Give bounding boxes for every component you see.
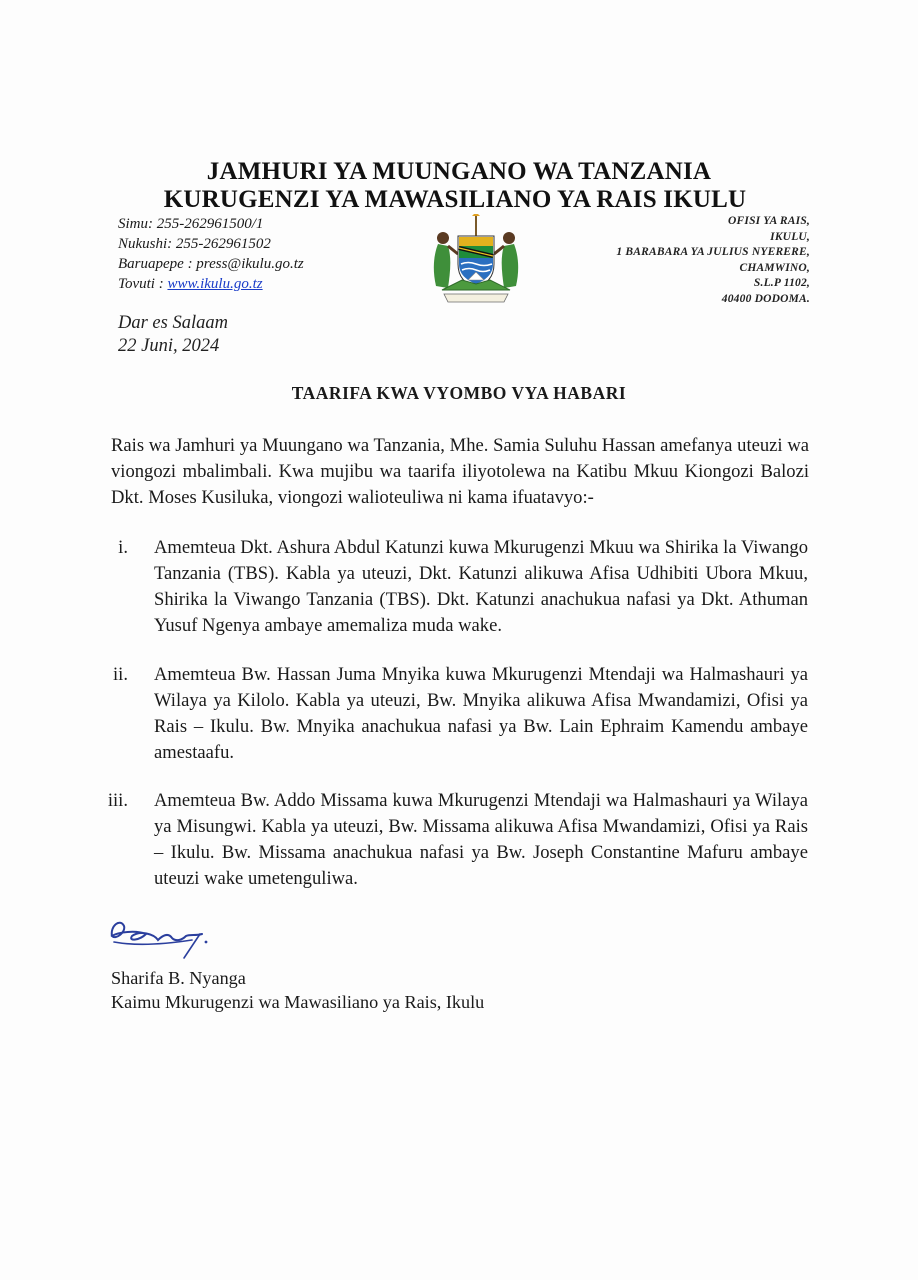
address-line: 1 BARABARA YA JULIUS NYERERE, <box>616 246 810 258</box>
signer-name: Sharifa B. Nyanga <box>111 968 246 988</box>
address-line: IKULU, <box>770 230 810 243</box>
address-line: CHAMWINO, <box>739 261 810 274</box>
office-address <box>616 214 810 307</box>
item-text: Amemteua Bw. Hassan Juma Mnyika kuwa Mkurugenzi Mtendaji wa Halmashauri ya Wilaya ya Kilolo. Kabla ya uteuzi, Bw. Mnyika alikuwa Afisa Mwandamizi, Ofisi ya Rais – Ikulu. Bw. Mnyika anachukua nafasi ya Bw. Lain Ephraim Kamendu ambaye amestaafu. <box>154 664 808 763</box>
contact-block <box>118 214 304 294</box>
country-title: JAMHURI YA MUUNGANO WA TANZANIA <box>206 158 712 185</box>
coat-of-arms-of-tanzania-icon <box>428 214 524 306</box>
signer-title: Kaimu Mkurugenzi wa Mawasiliano ya Rais, Ikulu <box>111 992 485 1012</box>
address-line: OFISI YA RAIS, <box>728 215 810 227</box>
dateline <box>118 312 228 358</box>
document-heading: TAARIFA KWA VYOMBO VYA HABARI <box>291 383 627 403</box>
item-number: ii. <box>113 664 128 685</box>
website-line <box>118 274 304 294</box>
item-text: Amemteua Bw. Addo Missama kuwa Mkurugenzi Mtendaji wa Halmashauri ya Wilaya ya Misungwi. Kabla ya uteuzi, Bw. Missama alikuwa Afisa Mwandamizi, Ofisi ya Rais – Ikulu. Bw. Missama anachukua nafasi ya Bw. Joseph Constantine Mafuru ambaye uteuzi wake umetenguliwa. <box>154 790 808 889</box>
email-line: Baruapepe : press@ikulu.go.tz <box>118 256 304 272</box>
item-number: i. <box>118 537 128 558</box>
phone-line: Simu: 255-262961500/1 <box>118 216 264 232</box>
address-line: S.L.P 1102, <box>753 277 810 289</box>
place-text: Dar es Salaam <box>118 313 228 333</box>
fax-line: Nukushi: 255-262961502 <box>118 236 271 252</box>
date-text: 22 Juni, 2024 <box>118 336 220 356</box>
website-link[interactable]: www.ikulu.go.tz <box>167 276 263 292</box>
signer-block <box>111 966 484 1014</box>
website-label: Tovuti : <box>118 276 168 292</box>
item-number: iii. <box>107 790 128 811</box>
item-text: Amemteua Dkt. Ashura Abdul Katunzi kuwa Mkurugenzi Mkuu wa Shirika la Viwango Tanzania (TBS). Kabla ya uteuzi, Dkt. Katunzi alikuwa Afisa Udhibiti Ubora Mkuu, Shirika la Viwango Tanzania (TBS). Dkt. Katunzi anachukua nafasi ya Dkt. Athuman Yusuf Ngenya ambaye amemaliza muda wake. <box>154 537 808 636</box>
intro-paragraph: Rais wa Jamhuri ya Muungano wa Tanzania, Mhe. Samia Suluhu Hassan amefanya uteuzi wa viongozi mbalimbali. Kwa mujibu wa taarifa iliyotolewa na Katibu Mkuu Kiongozi Balozi Dkt. Moses Kusiluka, viongozi walioteuliwa ni kama ifuatavyo:- <box>111 435 809 508</box>
handwritten-signature <box>106 912 218 966</box>
address-line: 40400 DODOMA. <box>721 292 810 305</box>
directorate-title: KURUGENZI YA MAWASILIANO YA RAIS IKULU <box>163 186 747 213</box>
